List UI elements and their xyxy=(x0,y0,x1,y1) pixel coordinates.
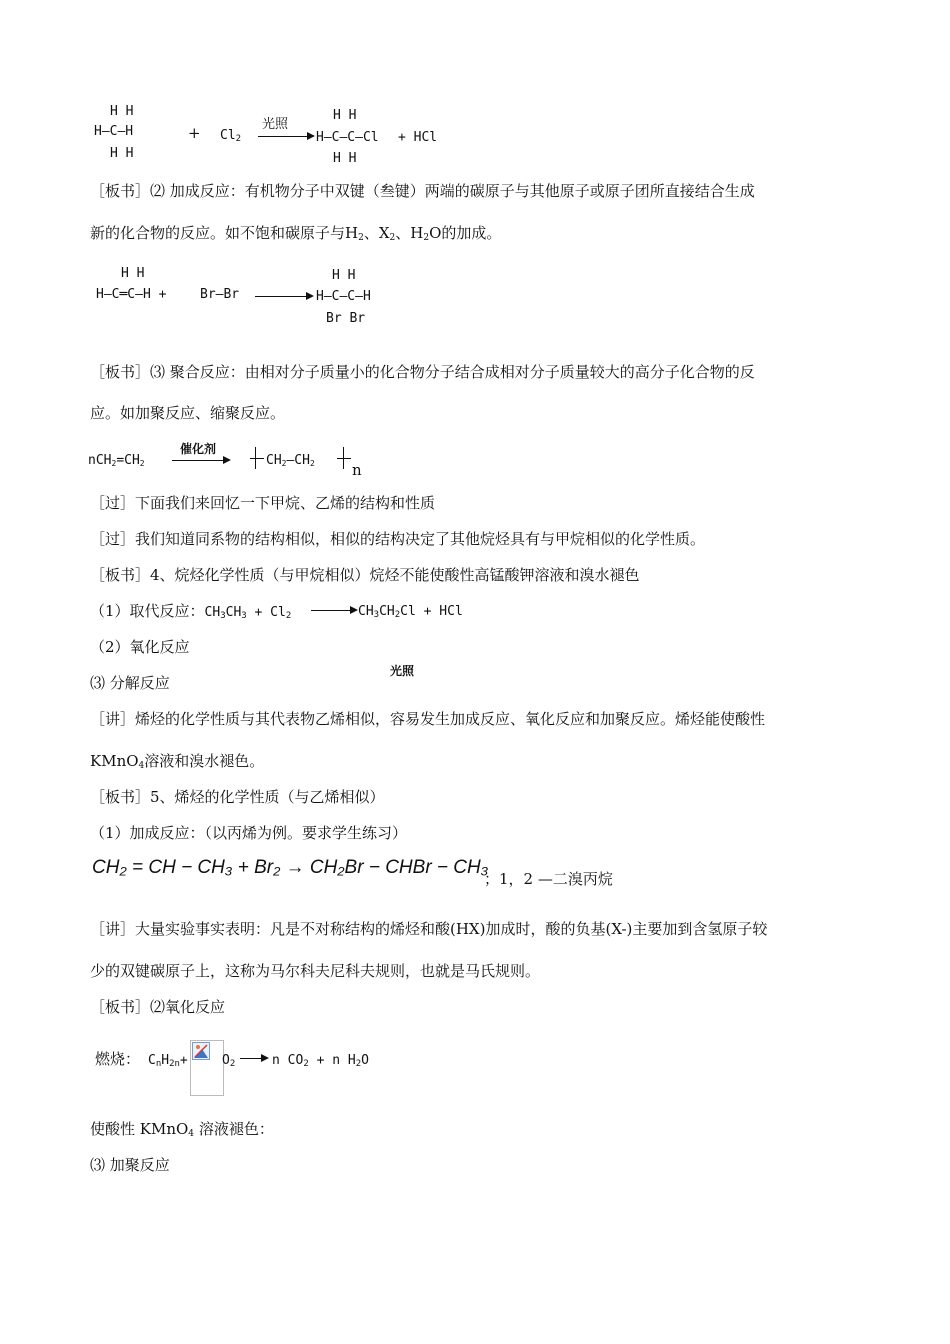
ethene-monomer: $nCH_2=CH_2$ xyxy=(88,453,145,468)
oxidation-heading: ［板书］⑵氧化反应 xyxy=(90,998,226,1016)
substitution-product: $CH_3CH_2Cl$ + HCl xyxy=(358,604,463,620)
reaction-arrow xyxy=(255,296,307,297)
reaction-arrow xyxy=(240,1058,262,1059)
markovnikov-line1: ［讲］大量实验事实表明：凡是不对称结构的烯烃和酸(HX)加成时，酸的负基(X-)主要加到含氢原子较 xyxy=(90,920,768,938)
alkane-properties-heading: ［板书］4、烷烃化学性质（与甲烷相似）烷烃不能使酸性高锰酸钾溶液和溴水褪色 xyxy=(90,566,640,584)
reaction-arrow xyxy=(311,610,351,611)
ethene-top-h: H H xyxy=(121,266,145,281)
alkene-lecture-line1: ［讲］烯烃的化学性质与其代表物乙烯相似，容易发生加成反应、氧化反应和加聚反应。烯烃能使酸性 xyxy=(90,710,766,728)
polymerization-line2: 应。如加聚反应、缩聚反应。 xyxy=(90,404,286,422)
alkene-formula: $C_nH_{2n}+$ xyxy=(148,1053,188,1069)
alkene-lecture-line2: KMnO$_4$溶液和溴水褪色。 xyxy=(90,752,265,771)
product-bottom-br: Br Br xyxy=(326,311,366,326)
catalyst-label: 催化剂 xyxy=(180,442,217,456)
arrow-head-icon xyxy=(261,1054,269,1062)
reaction-arrow xyxy=(258,136,308,137)
plus-sign: + xyxy=(188,124,201,142)
combustion-products: n $CO_2 + n$ $H_2O$ xyxy=(272,1053,369,1069)
product-top-h: H H xyxy=(332,268,356,283)
bracket-bond xyxy=(250,458,264,459)
propene-bromination-equation: CH₂ = CH − CH₃ + Br₂ → CH₂Br − CHBr − CH₃ xyxy=(92,857,489,878)
arrow-head-icon xyxy=(223,456,231,464)
equation-product-name: ；1，2 —二溴丙烷 xyxy=(484,870,613,888)
broken-image-icon xyxy=(192,1042,210,1060)
addition-polymerization: ⑶ 加聚反应 xyxy=(90,1156,170,1174)
polymerization-line1: ［板书］⑶ 聚合反应：由相对分子质量小的化合物分子结合成相对分子质量较大的高分子化合物的反 xyxy=(90,363,755,381)
product-top-h: H H xyxy=(333,108,357,123)
ethene-middle: H—C═C—H + xyxy=(96,287,167,302)
bracket-bond xyxy=(337,458,351,459)
oxidation-reaction: （2）氧化反应 xyxy=(90,638,190,656)
arrow-head-icon xyxy=(307,132,315,140)
broken-image-placeholder xyxy=(190,1040,224,1096)
methane-bottom-h: H H xyxy=(110,146,134,161)
kmno4-decolorize: 使酸性 KMnO$_4$ 溶液褪色： xyxy=(90,1120,274,1139)
polymer-n: n xyxy=(352,461,362,479)
bromine-formula: Br—Br xyxy=(200,287,240,302)
methane-top-h: H H xyxy=(110,104,134,119)
arrow-head-icon xyxy=(350,606,358,614)
addition-reaction-line1: ［板书］⑵ 加成反应：有机物分子中双键（叁键）两端的碳原子与其他原子或原子团所直接结合生成 xyxy=(90,182,755,200)
polymer-unit: $CH_2—CH_2$ xyxy=(266,453,315,468)
alkene-properties-heading: ［板书］5、烯烃的化学性质（与乙烯相似） xyxy=(90,788,385,806)
substitution-reaction: （1）取代反应：$CH_3CH_3 + Cl_2$ xyxy=(90,602,292,621)
decomposition-reaction: ⑶ 分解反应 xyxy=(90,674,170,692)
transition-homolog: ［过］我们知道同系物的结构相似，相似的结构决定了其他烷烃具有与甲烷相似的化学性质。 xyxy=(90,530,706,548)
arrow-head-icon xyxy=(306,292,314,300)
markovnikov-line2: 少的双键碳原子上，这称为马尔科夫尼科夫规则，也就是马氏规则。 xyxy=(90,962,541,980)
combustion-label: 燃烧： xyxy=(95,1050,141,1068)
addition-reaction-line2: 新的化合物的反应。如不饱和碳原子与$H_2$、$X_2$、$H_2O$的加成。 xyxy=(90,224,502,243)
light-condition: 光照 xyxy=(262,117,289,132)
transition-recall: ［过］下面我们来回忆一下甲烷、乙烯的结构和性质 xyxy=(90,494,436,512)
light-condition-label: 光照 xyxy=(390,664,415,678)
product-bottom-h: H H xyxy=(333,151,357,166)
product-middle: H—C—C—Cl xyxy=(316,130,379,145)
hcl-product: + HCl xyxy=(398,130,438,145)
product-middle: H—C—C—H xyxy=(316,289,371,304)
reaction-arrow xyxy=(172,460,224,461)
methane-middle: H—C—H xyxy=(94,124,134,139)
chlorine-formula: $Cl_2$ xyxy=(220,128,242,144)
oxygen-formula: $O_2$ xyxy=(222,1053,236,1069)
alkene-addition: （1）加成反应：（以丙烯为例。要求学生练习） xyxy=(90,824,408,842)
